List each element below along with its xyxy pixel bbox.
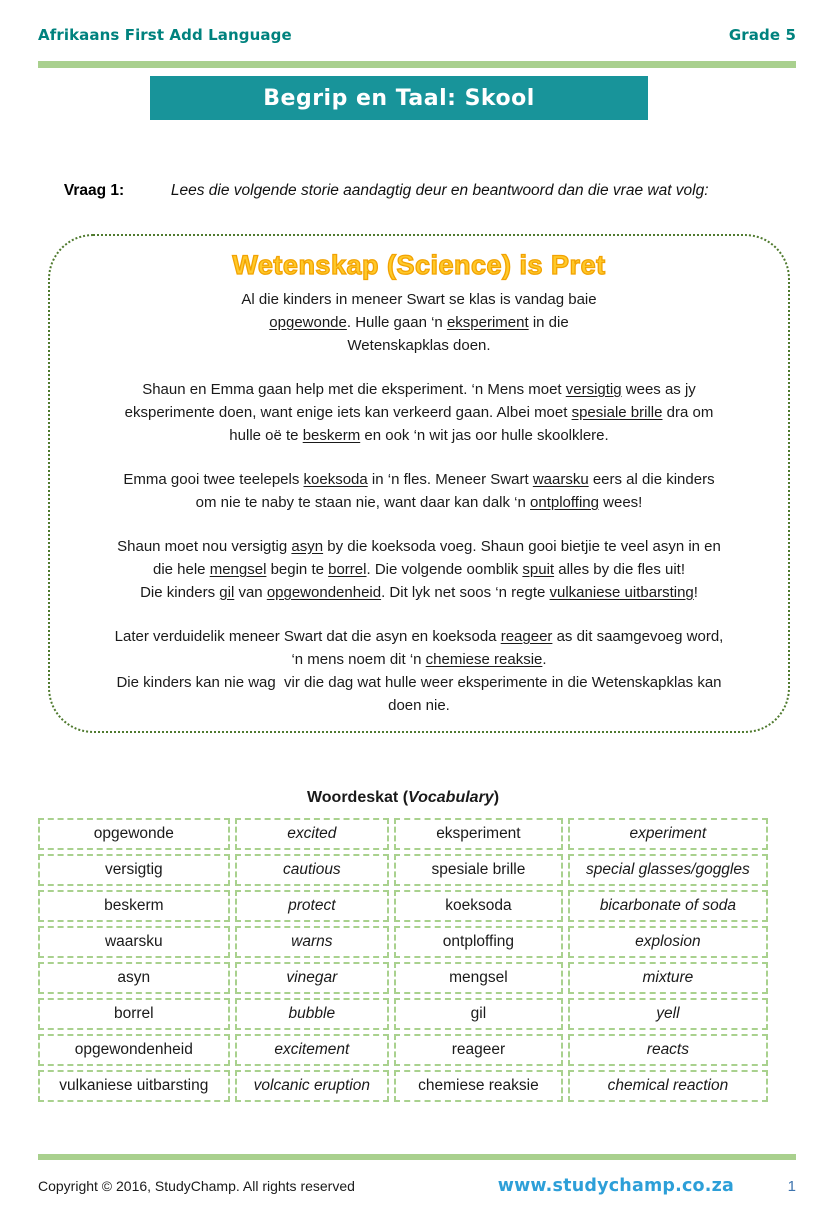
vocab-cell-english: excited xyxy=(235,818,389,850)
table-row xyxy=(38,890,768,922)
table-row xyxy=(38,998,768,1030)
vocabulary-section xyxy=(38,789,768,1106)
header-grade: Grade 5 xyxy=(728,26,796,44)
vocab-cell-english: protect xyxy=(235,890,389,922)
story-title: Wetenskap (Science) is Pret xyxy=(232,250,606,280)
table-row xyxy=(38,854,768,886)
story-line: die hele mengsel begin te borrel. Die volgende oomblik spuit alles by die fles uit! xyxy=(152,561,685,578)
copyright-text: Copyright © 2016, StudyChamp. All rights reserved xyxy=(38,1178,355,1194)
story-line: Die kinders gil van opgewondenheid. Dit lyk net soos ‘n regte vulkaniese uitbarsting! xyxy=(140,584,698,601)
vocab-cell-english: special glasses/goggles xyxy=(568,854,768,886)
vocab-cell-english: warns xyxy=(235,926,389,958)
page-footer xyxy=(38,1154,796,1218)
vocab-cell-afrikaans: borrel xyxy=(38,998,230,1030)
vocab-cell-english: yell xyxy=(568,998,768,1030)
vocab-cell-afrikaans: asyn xyxy=(38,962,230,994)
story-line: Wetenskapklas doen. xyxy=(347,337,491,354)
story-line: Die kinders kan nie wag vir die dag wat hulle weer eksperimente in die Wetenskapklas kan xyxy=(116,674,722,691)
story-line: Al die kinders in meneer Swart se klas is vandag baie xyxy=(241,291,597,308)
question-row xyxy=(38,164,796,218)
vocab-cell-english: cautious xyxy=(235,854,389,886)
vocab-cell-afrikaans: spesiale brille xyxy=(394,854,563,886)
vocab-heading-suffix: ) xyxy=(493,789,500,806)
question-label: Vraag 1: xyxy=(63,182,125,199)
vocab-cell-afrikaans: koeksoda xyxy=(394,890,563,922)
vocab-cell-afrikaans: waarsku xyxy=(38,926,230,958)
vocab-cell-afrikaans: gil xyxy=(394,998,563,1030)
story-paragraphs xyxy=(78,288,760,717)
vocab-cell-afrikaans: chemiese reaksie xyxy=(394,1070,563,1102)
vocab-cell-english: bicarbonate of soda xyxy=(568,890,768,922)
story-paragraph xyxy=(78,535,760,604)
vocab-heading-italic: Vocabulary xyxy=(408,789,494,806)
table-row xyxy=(38,926,768,958)
story-line: Shaun moet nou versigtig asyn by die koeksoda voeg. Shaun gooi bietjie te veel asyn in en xyxy=(117,538,721,555)
vocab-cell-afrikaans: ontploffing xyxy=(394,926,563,958)
vocab-cell-english: vinegar xyxy=(235,962,389,994)
vocab-cell-afrikaans: versigtig xyxy=(38,854,230,886)
vocab-cell-english: mixture xyxy=(568,962,768,994)
vocab-heading-prefix: Woordeskat ( xyxy=(306,789,409,806)
vocab-cell-english: bubble xyxy=(235,998,389,1030)
vocab-cell-english: volcanic eruption xyxy=(235,1070,389,1102)
vocab-cell-english: excitement xyxy=(235,1034,389,1066)
story-line: eksperimente doen, want enige iets kan verkeerd gaan. Albei moet spesiale brille dra om xyxy=(124,404,714,421)
table-row xyxy=(38,962,768,994)
vocabulary-table xyxy=(33,814,773,1106)
vocab-cell-afrikaans: mengsel xyxy=(394,962,563,994)
header-divider xyxy=(38,61,796,68)
header-subject: Afrikaans First Add Language xyxy=(38,26,292,44)
story-line: hulle oë te beskerm en ook ‘n wit jas oor hulle skoolklere. xyxy=(229,427,609,444)
title-banner xyxy=(150,76,648,120)
vocab-cell-english: chemical reaction xyxy=(568,1070,768,1102)
vocab-cell-afrikaans: vulkaniese uitbarsting xyxy=(38,1070,230,1102)
story-paragraph xyxy=(78,288,760,357)
vocab-cell-afrikaans: eksperiment xyxy=(394,818,563,850)
question-instruction: Lees die volgende storie aandagtig deur en beantwoord dan die vrae wat volg: xyxy=(170,182,709,199)
story-line: opgewonde. Hulle gaan ‘n eksperiment in die xyxy=(269,314,569,331)
story-paragraph xyxy=(78,625,760,717)
vocab-cell-english: experiment xyxy=(568,818,768,850)
vocab-cell-afrikaans: opgewondenheid xyxy=(38,1034,230,1066)
page-number: 1 xyxy=(787,1177,796,1195)
story-line: Shaun en Emma gaan help met die eksperiment. ‘n Mens moet versigtig wees as jy xyxy=(142,381,696,398)
story-line: Emma gooi twee teelepels koeksoda in ‘n fles. Meneer Swart waarsku eers al die kinders xyxy=(123,471,715,488)
vocab-cell-afrikaans: reageer xyxy=(394,1034,563,1066)
vocab-cell-english: reacts xyxy=(568,1034,768,1066)
vocabulary-table-body xyxy=(38,818,768,1102)
page-header xyxy=(38,26,796,44)
story-paragraph xyxy=(78,468,760,514)
footer-divider xyxy=(38,1154,796,1160)
story-paragraph xyxy=(78,378,760,447)
table-row xyxy=(38,1070,768,1102)
website-link[interactable]: www.studychamp.co.za xyxy=(497,1176,734,1196)
vocab-cell-english: explosion xyxy=(568,926,768,958)
vocab-cell-afrikaans: beskerm xyxy=(38,890,230,922)
page-title: Begrip en Taal: Skool xyxy=(263,85,535,111)
vocab-cell-afrikaans: opgewonde xyxy=(38,818,230,850)
story-line: doen nie. xyxy=(388,697,450,714)
story-line: om nie te naby te staan nie, want daar kan dalk ‘n ontploffing wees! xyxy=(195,494,643,511)
story-box xyxy=(48,234,790,733)
table-row xyxy=(38,1034,768,1066)
vocabulary-heading xyxy=(38,789,768,807)
story-line: Later verduidelik meneer Swart dat die asyn en koeksoda reageer as dit saamgevoeg word, xyxy=(114,628,724,645)
story-line: ‘n mens noem dit ‘n chemiese reaksie. xyxy=(291,651,547,668)
table-row xyxy=(38,818,768,850)
